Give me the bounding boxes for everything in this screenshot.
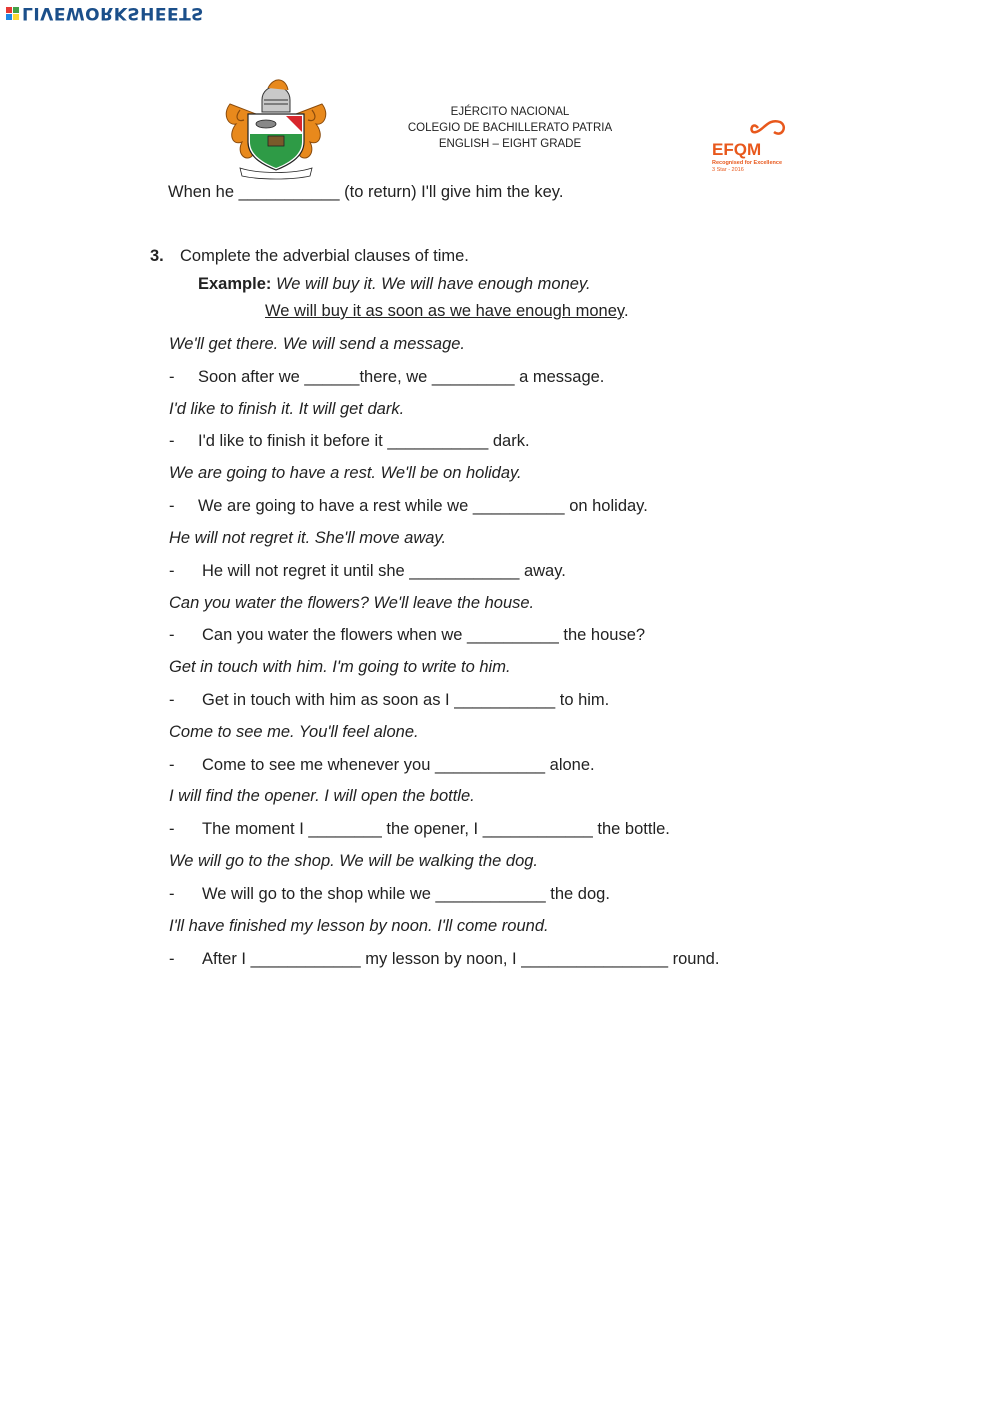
header-line-3: ENGLISH – EIGHT GRADE	[438, 138, 582, 150]
item-sentence-7: Come to see me whenever you ____________ alone.	[202, 756, 595, 774]
item-sentence-9: We will go to the shop while we ____________ the dog.	[202, 885, 610, 903]
item-prompt-6: Get in touch with him. I'm going to write to him.	[169, 658, 511, 676]
item-sentence-3: We are going to have a rest while we __________ on holiday.	[198, 497, 648, 515]
exercise-instruction: Complete the adverbial clauses of time.	[180, 247, 469, 265]
exercise-number: 3.	[150, 247, 164, 265]
item-dash-10: -	[169, 950, 175, 968]
item-sentence-4: He will not regret it until she ____________ away.	[202, 562, 566, 580]
example-row	[198, 275, 591, 294]
item-prompt-10: I'll have finished my lesson by noon. I'll come round.	[169, 917, 549, 935]
item-prompt-2: I'd like to finish it. It will get dark.	[169, 400, 405, 418]
item-prompt-8: I will find the opener. I will open the bottle.	[169, 787, 475, 805]
item-sentence-2: I'd like to finish it before it ___________ dark.	[198, 432, 530, 450]
item-dash-2: -	[169, 432, 175, 450]
example-label: Example:	[198, 275, 272, 293]
item-dash-7: -	[169, 756, 175, 774]
example-sentence: We will buy it. We will have enough money.	[275, 275, 591, 293]
item-dash-9: -	[169, 885, 175, 903]
item-dash-8: -	[169, 820, 175, 838]
efqm-sub1: Recognised for Excellence	[712, 160, 782, 166]
efqm-name: EFQM	[712, 140, 762, 159]
school-crest-icon	[222, 74, 330, 180]
liveworksheets-blocks-icon	[6, 7, 19, 20]
header-line-2: COLEGIO DE BACHILLERATO PATRIA	[407, 122, 613, 134]
item-sentence-5: Can you water the flowers when we __________ the house?	[202, 626, 646, 644]
item-prompt-5: Can you water the flowers? We'll leave the house.	[169, 594, 535, 612]
liveworksheets-watermark	[6, 3, 204, 23]
item-dash-1: -	[169, 368, 175, 386]
example-answer: We will buy it as soon as we have enough money	[265, 302, 624, 320]
item-sentence-1: Soon after we ______there, we _________ a message.	[198, 368, 605, 386]
item-dash-3: -	[169, 497, 175, 515]
item-sentence-6: Get in touch with him as soon as I ___________ to him.	[202, 691, 610, 709]
item-dash-5: -	[169, 626, 175, 644]
item-prompt-1: We'll get there. We will send a message.	[169, 335, 466, 353]
efqm-logo	[708, 116, 798, 180]
item-dash-4: -	[169, 562, 175, 580]
efqm-sub2: 3 Star - 2016	[712, 167, 744, 173]
example-period: .	[623, 302, 629, 320]
item-dash-6: -	[169, 691, 175, 709]
item-sentence-10: After I ____________ my lesson by noon, I ________________ round.	[202, 950, 720, 968]
header-line-1: EJÉRCITO NACIONAL	[450, 106, 570, 118]
item-prompt-3: We are going to have a rest. We'll be on holiday.	[169, 464, 522, 482]
efqm-infinity-icon	[752, 121, 784, 133]
school-header	[400, 104, 620, 152]
intro-sentence: When he ___________ (to return) I'll give him the key.	[168, 183, 564, 201]
watermark-text: LIVEWORKSHEETS	[22, 3, 204, 23]
example-answer-row	[265, 302, 629, 321]
item-prompt-4: He will not regret it. She'll move away.	[169, 529, 447, 547]
item-prompt-7: Come to see me. You'll feel alone.	[169, 723, 419, 741]
item-sentence-8: The moment I ________ the opener, I ____________ the bottle.	[202, 820, 670, 838]
item-prompt-9: We will go to the shop. We will be walking the dog.	[169, 852, 539, 870]
